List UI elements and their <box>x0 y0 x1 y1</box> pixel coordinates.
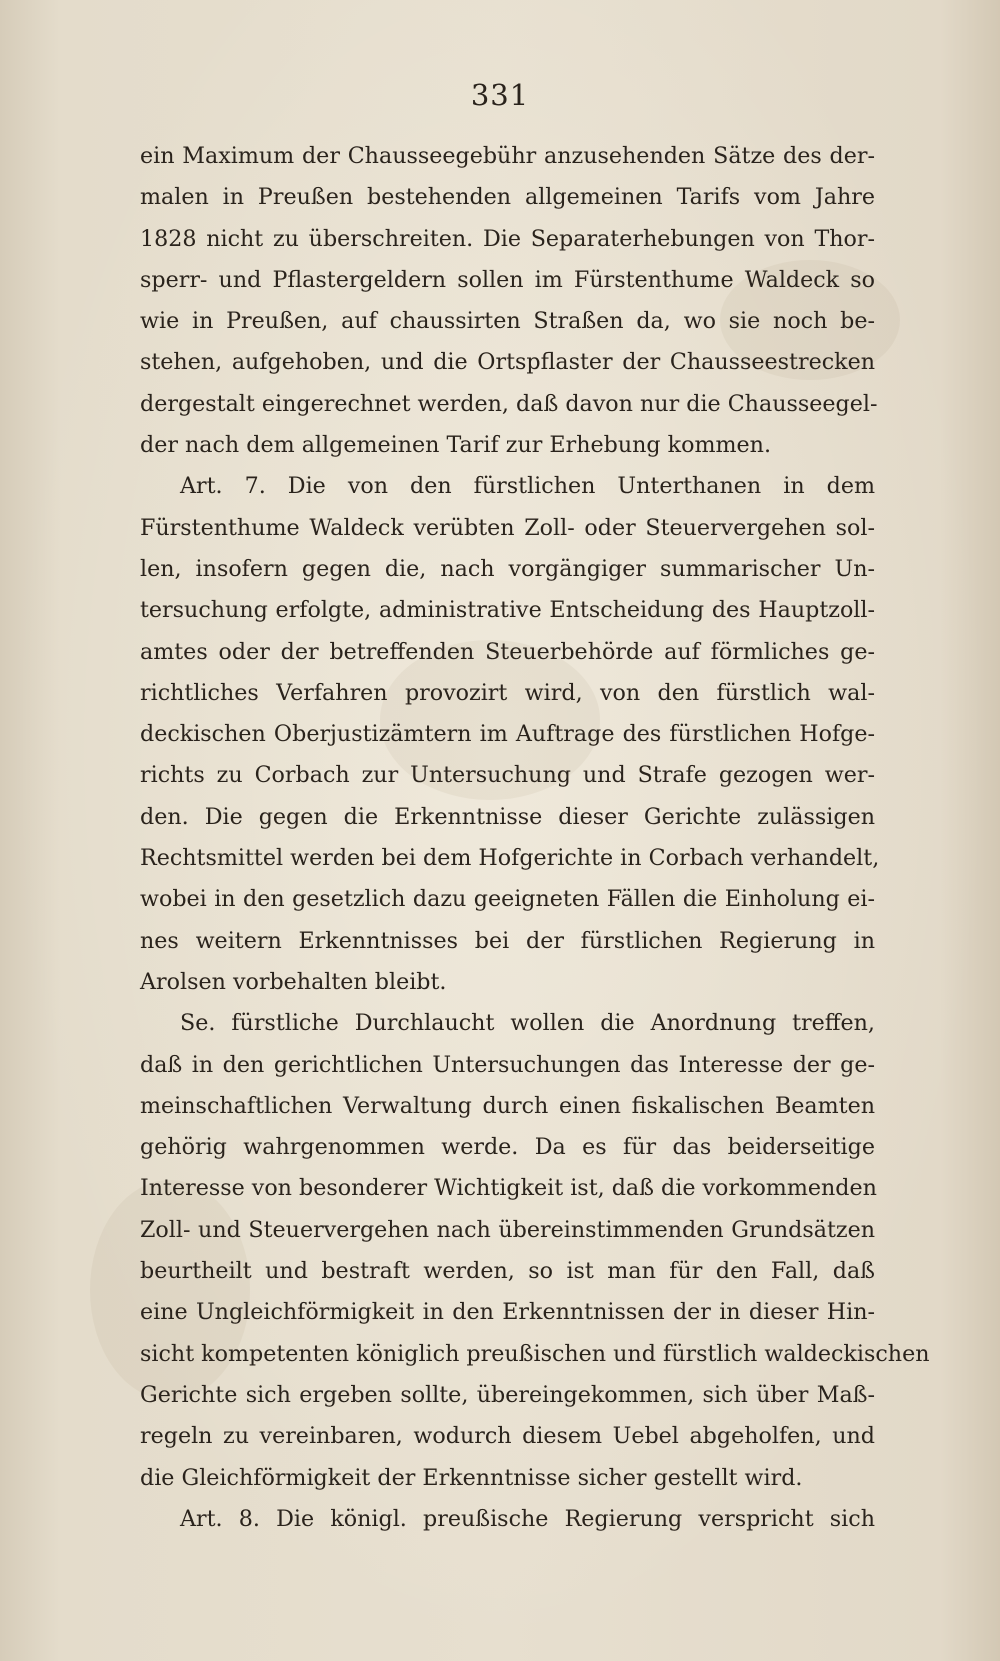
text-line: Art. 7. Die von den fürstlichen Unterthanen in dem <box>180 473 875 500</box>
body-text <box>140 136 930 1540</box>
text-line: sicht kompetenten königlich preußischen und fürstlich waldeckischen <box>140 1340 930 1367</box>
text-line: die Gleichförmigkeit der Erkenntnisse sicher gestellt wird. <box>140 1464 803 1491</box>
text-line: richtliches Verfahren provozirt wird, von den fürstlich wal- <box>140 679 875 706</box>
text-line: richts zu Corbach zur Untersuchung und Strafe gezogen wer- <box>140 762 875 789</box>
text-line: wie in Preußen, auf chaussirten Straßen da, wo sie noch be- <box>140 308 875 335</box>
text-line: nes weitern Erkenntnisses bei der fürstlichen Regierung in <box>140 927 875 954</box>
text-line: 1828 nicht zu überschreiten. Die Separaterhebungen von Thor- <box>140 225 875 252</box>
text-line: tersuchung erfolgte, administrative Entscheidung des Hauptzoll- <box>140 597 875 624</box>
text-line: Se. fürstliche Durchlaucht wollen die Anordnung treffen, <box>180 1010 875 1037</box>
text-line: Arolsen vorbehalten bleibt. <box>140 968 447 995</box>
text-line: len, insofern gegen die, nach vorgängiger summarischer Un- <box>140 555 875 582</box>
text-line: wobei in den gesetzlich dazu geeigneten Fällen die Einholung ei- <box>140 886 875 913</box>
text-line: Fürstenthume Waldeck verübten Zoll- oder Steuervergehen sol- <box>140 514 875 541</box>
text-line: daß in den gerichtlichen Untersuchungen das Interesse der ge- <box>140 1051 875 1078</box>
text-line: stehen, aufgehoben, und die Ortspflaster der Chausseestrecken <box>140 349 875 376</box>
text-line: Rechtsmittel werden bei dem Hofgerichte in Corbach verhandelt, <box>140 845 880 872</box>
text-line: deckischen Oberjustizämtern im Auftrage des fürstlichen Hofge- <box>140 721 875 748</box>
text-line: beurtheilt und bestraft werden, so ist man für den Fall, daß <box>140 1258 875 1285</box>
text-line: amtes oder der betreffenden Steuerbehörde auf förmliches ge- <box>140 638 875 665</box>
text-line: regeln zu vereinbaren, wodurch diesem Uebel abgeholfen, und <box>140 1423 875 1450</box>
text-line: gehörig wahrgenommen werde. Da es für das beiderseitige <box>140 1134 875 1161</box>
text-line: ein Maximum der Chausseegebühr anzusehenden Sätze des der- <box>140 143 875 169</box>
text-line: Zoll- und Steuervergehen nach übereinstimmenden Grundsätzen <box>140 1216 875 1243</box>
text-line: meinschaftlichen Verwaltung durch einen fiskalischen Beamten <box>140 1092 875 1119</box>
text-line: eine Ungleichförmigkeit in den Erkenntnissen der in dieser Hin- <box>140 1299 875 1326</box>
text-line: Interesse von besonderer Wichtigkeit ist, daß die vorkommenden <box>140 1175 877 1202</box>
text-line: malen in Preußen bestehenden allgemeinen Tarifs vom Jahre <box>140 184 875 211</box>
text-line: den. Die gegen die Erkenntnisse dieser Gerichte zulässigen <box>140 803 875 830</box>
text-line: der nach dem allgemeinen Tarif zur Erhebung kommen. <box>140 432 772 459</box>
text-line: dergestalt eingerechnet werden, daß davon nur die Chausseegel- <box>140 390 878 417</box>
text-line: sperr- und Pflastergeldern sollen im Fürstenthume Waldeck so <box>140 266 875 293</box>
text-line: Gerichte sich ergeben sollte, übereingekommen, sich über Maß- <box>140 1381 875 1408</box>
page-number: 331 <box>470 78 530 112</box>
text-line: Art. 8. Die königl. preußische Regierung verspricht sich <box>180 1505 875 1532</box>
